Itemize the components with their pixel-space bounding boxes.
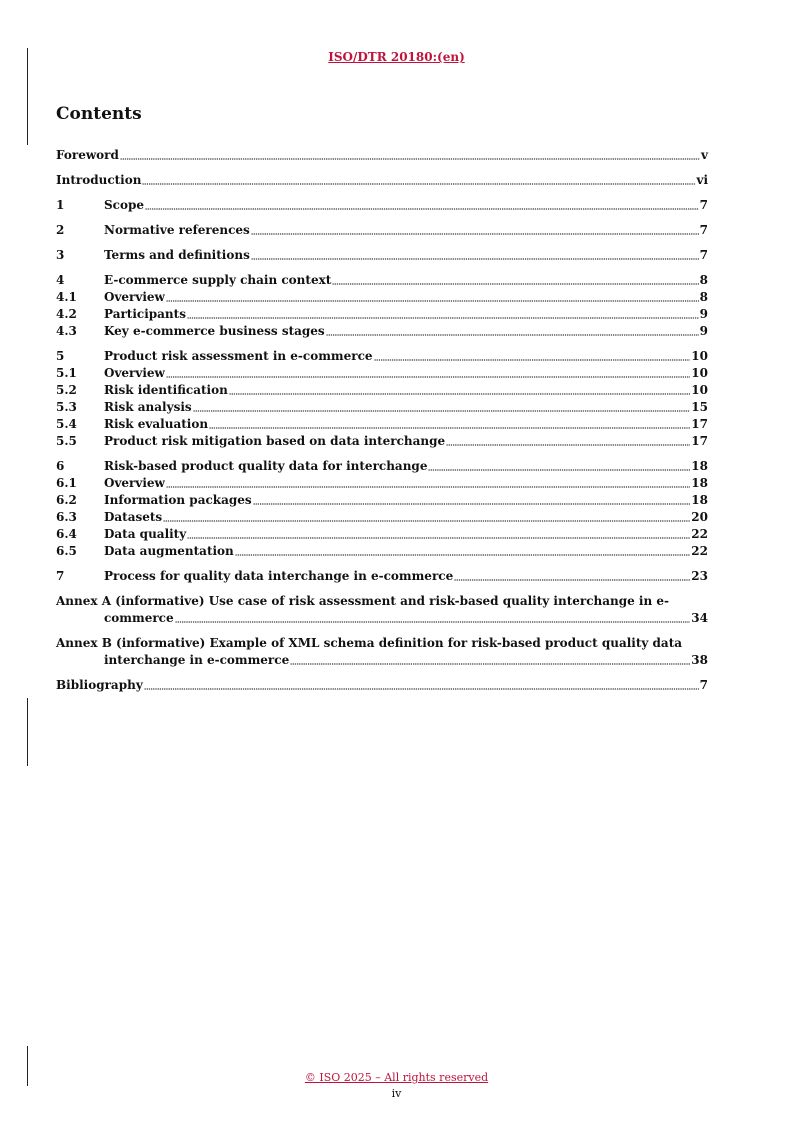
dot-leader [193,410,691,412]
toc-page: 7 [699,223,708,237]
toc-entry-4[interactable] [56,272,708,289]
toc-page: 18 [691,476,708,490]
dot-leader [166,376,690,378]
toc-page: 8 [699,290,708,304]
toc-line-2 [56,610,708,627]
toc-entry-annex-a[interactable] [56,593,708,627]
toc-label: Foreword [56,148,119,162]
toc-number: 2 [56,223,65,237]
toc-label: Risk analysis [104,400,192,414]
toc-page: 8 [699,273,708,287]
toc-label: Product risk mitigation based on data interchange [104,434,446,448]
dot-leader [163,520,690,522]
toc-number: 6.5 [56,544,77,558]
toc-page: 10 [691,383,708,397]
toc-number: 7 [56,569,65,583]
toc-label: Terms and definitions [104,248,250,262]
toc-number: 4.2 [56,307,77,321]
dot-leader [251,233,699,235]
toc-label: commerce [104,611,174,625]
document-id-header[interactable]: ISO/DTR 20180:(en) [328,50,465,64]
toc-page: 17 [691,434,708,448]
toc-number: 5.4 [56,417,77,431]
toc-label: Normative references [104,223,250,237]
toc-entry-5-3[interactable] [56,399,708,416]
toc-label: Overview [104,290,165,304]
toc-label: Introduction [56,173,142,187]
toc-entry-bibliography[interactable] [56,677,708,694]
toc-label: Scope [104,198,145,212]
toc-page: 9 [699,324,708,338]
toc-label: Overview [104,366,165,380]
toc-label: Annex B (informative) Example of XML schema definition for risk-based product quality data [56,636,683,650]
toc-page: 20 [691,510,708,524]
dot-leader [326,334,699,336]
toc-page: 15 [691,400,708,414]
dot-leader [428,469,690,471]
dot-leader [253,503,691,505]
toc-page: 18 [691,493,708,507]
toc-page: vi [696,173,708,187]
change-bar-middle [27,698,28,766]
toc-page: 34 [691,611,708,625]
toc-page: 7 [699,248,708,262]
toc-entry-5[interactable] [56,348,708,365]
toc-number: 6 [56,459,65,473]
toc-label: Key e-commerce business stages [104,324,325,338]
toc-label: Process for quality data interchange in e-commerce [104,569,454,583]
dot-leader [209,427,690,429]
copyright-footer[interactable]: © ISO 2025 – All rights reserved [304,1071,489,1084]
contents-title: Contents [56,104,142,124]
toc-label: Annex A (informative) Use case of risk assessment and risk-based quality interchange in e- [56,594,670,608]
dot-leader [142,183,695,185]
toc-entry-1[interactable] [56,197,708,214]
dot-leader [145,208,699,210]
toc-number: 6.2 [56,493,77,507]
toc-label: interchange in e-commerce [104,653,290,667]
toc-label: Data quality [104,527,187,541]
toc-label: Risk evaluation [104,417,209,431]
dot-leader [454,579,690,581]
dot-leader [290,663,690,665]
toc-page: 7 [699,198,708,212]
toc-number: 6.4 [56,527,77,541]
toc-number: 5.1 [56,366,77,380]
toc-page: 38 [691,653,708,667]
toc-label: Information packages [104,493,252,507]
toc-number: 1 [56,198,65,212]
dot-leader [187,537,690,539]
dot-leader [166,300,699,302]
toc-number: 4.1 [56,290,77,304]
toc-page: 23 [691,569,708,583]
toc-label: Bibliography [56,678,143,692]
toc-entry-6-2[interactable] [56,492,708,509]
toc-entry-3[interactable] [56,247,708,264]
toc-label: Product risk assessment in e-commerce [104,349,373,363]
toc-page: 22 [691,527,708,541]
toc-number: 5.5 [56,434,77,448]
dot-leader [235,554,691,556]
toc-entry-5-2[interactable] [56,382,708,399]
toc-entry-5-1[interactable] [56,365,708,382]
toc-page: 17 [691,417,708,431]
toc-entry-6-4[interactable] [56,526,708,543]
dot-leader [332,283,698,285]
dot-leader [144,688,699,690]
toc-entry-6-3[interactable] [56,509,708,526]
table-of-contents [56,147,708,694]
toc-number: 4.3 [56,324,77,338]
toc-entry-2[interactable] [56,222,708,239]
toc-entry-6-1[interactable] [56,475,708,492]
toc-entry-6-5[interactable] [56,543,708,560]
toc-entry-4-2[interactable] [56,306,708,323]
toc-label: Data augmentation [104,544,234,558]
dot-leader [120,158,700,160]
dot-leader [251,258,699,260]
dot-leader [187,317,699,319]
toc-line-2 [56,652,708,669]
toc-entry-4-3[interactable] [56,323,708,340]
toc-entry-4-1[interactable] [56,289,708,306]
toc-number: 6.1 [56,476,77,490]
toc-label: Datasets [104,510,163,524]
toc-number: 4 [56,273,65,287]
toc-entry-introduction[interactable] [56,172,708,189]
toc-label: Risk identification [104,383,228,397]
dot-leader [374,359,691,361]
toc-label: Overview [104,476,165,490]
toc-page: v [701,148,708,162]
toc-page: 18 [691,459,708,473]
toc-label: E-commerce supply chain context [104,273,332,287]
toc-page: 10 [691,349,708,363]
dot-leader [446,444,690,446]
toc-page: 9 [699,307,708,321]
toc-entry-foreword[interactable] [56,147,708,164]
toc-number: 6.3 [56,510,77,524]
toc-entry-6[interactable] [56,458,708,475]
toc-page: 22 [691,544,708,558]
toc-page: 10 [691,366,708,380]
toc-label: Risk-based product quality data for interchange [104,459,428,473]
toc-number: 5.2 [56,383,77,397]
toc-number: 3 [56,248,65,262]
toc-label: Participants [104,307,186,321]
toc-number: 5.3 [56,400,77,414]
toc-entry-annex-b[interactable] [56,635,708,669]
toc-entry-7[interactable] [56,568,708,585]
toc-entry-5-4[interactable] [56,416,708,433]
toc-number: 5 [56,349,65,363]
dot-leader [229,393,690,395]
dot-leader [166,486,690,488]
dot-leader [175,621,691,623]
toc-entry-5-5[interactable] [56,433,708,450]
toc-page: 7 [699,678,708,692]
page-number: iv [391,1087,402,1100]
